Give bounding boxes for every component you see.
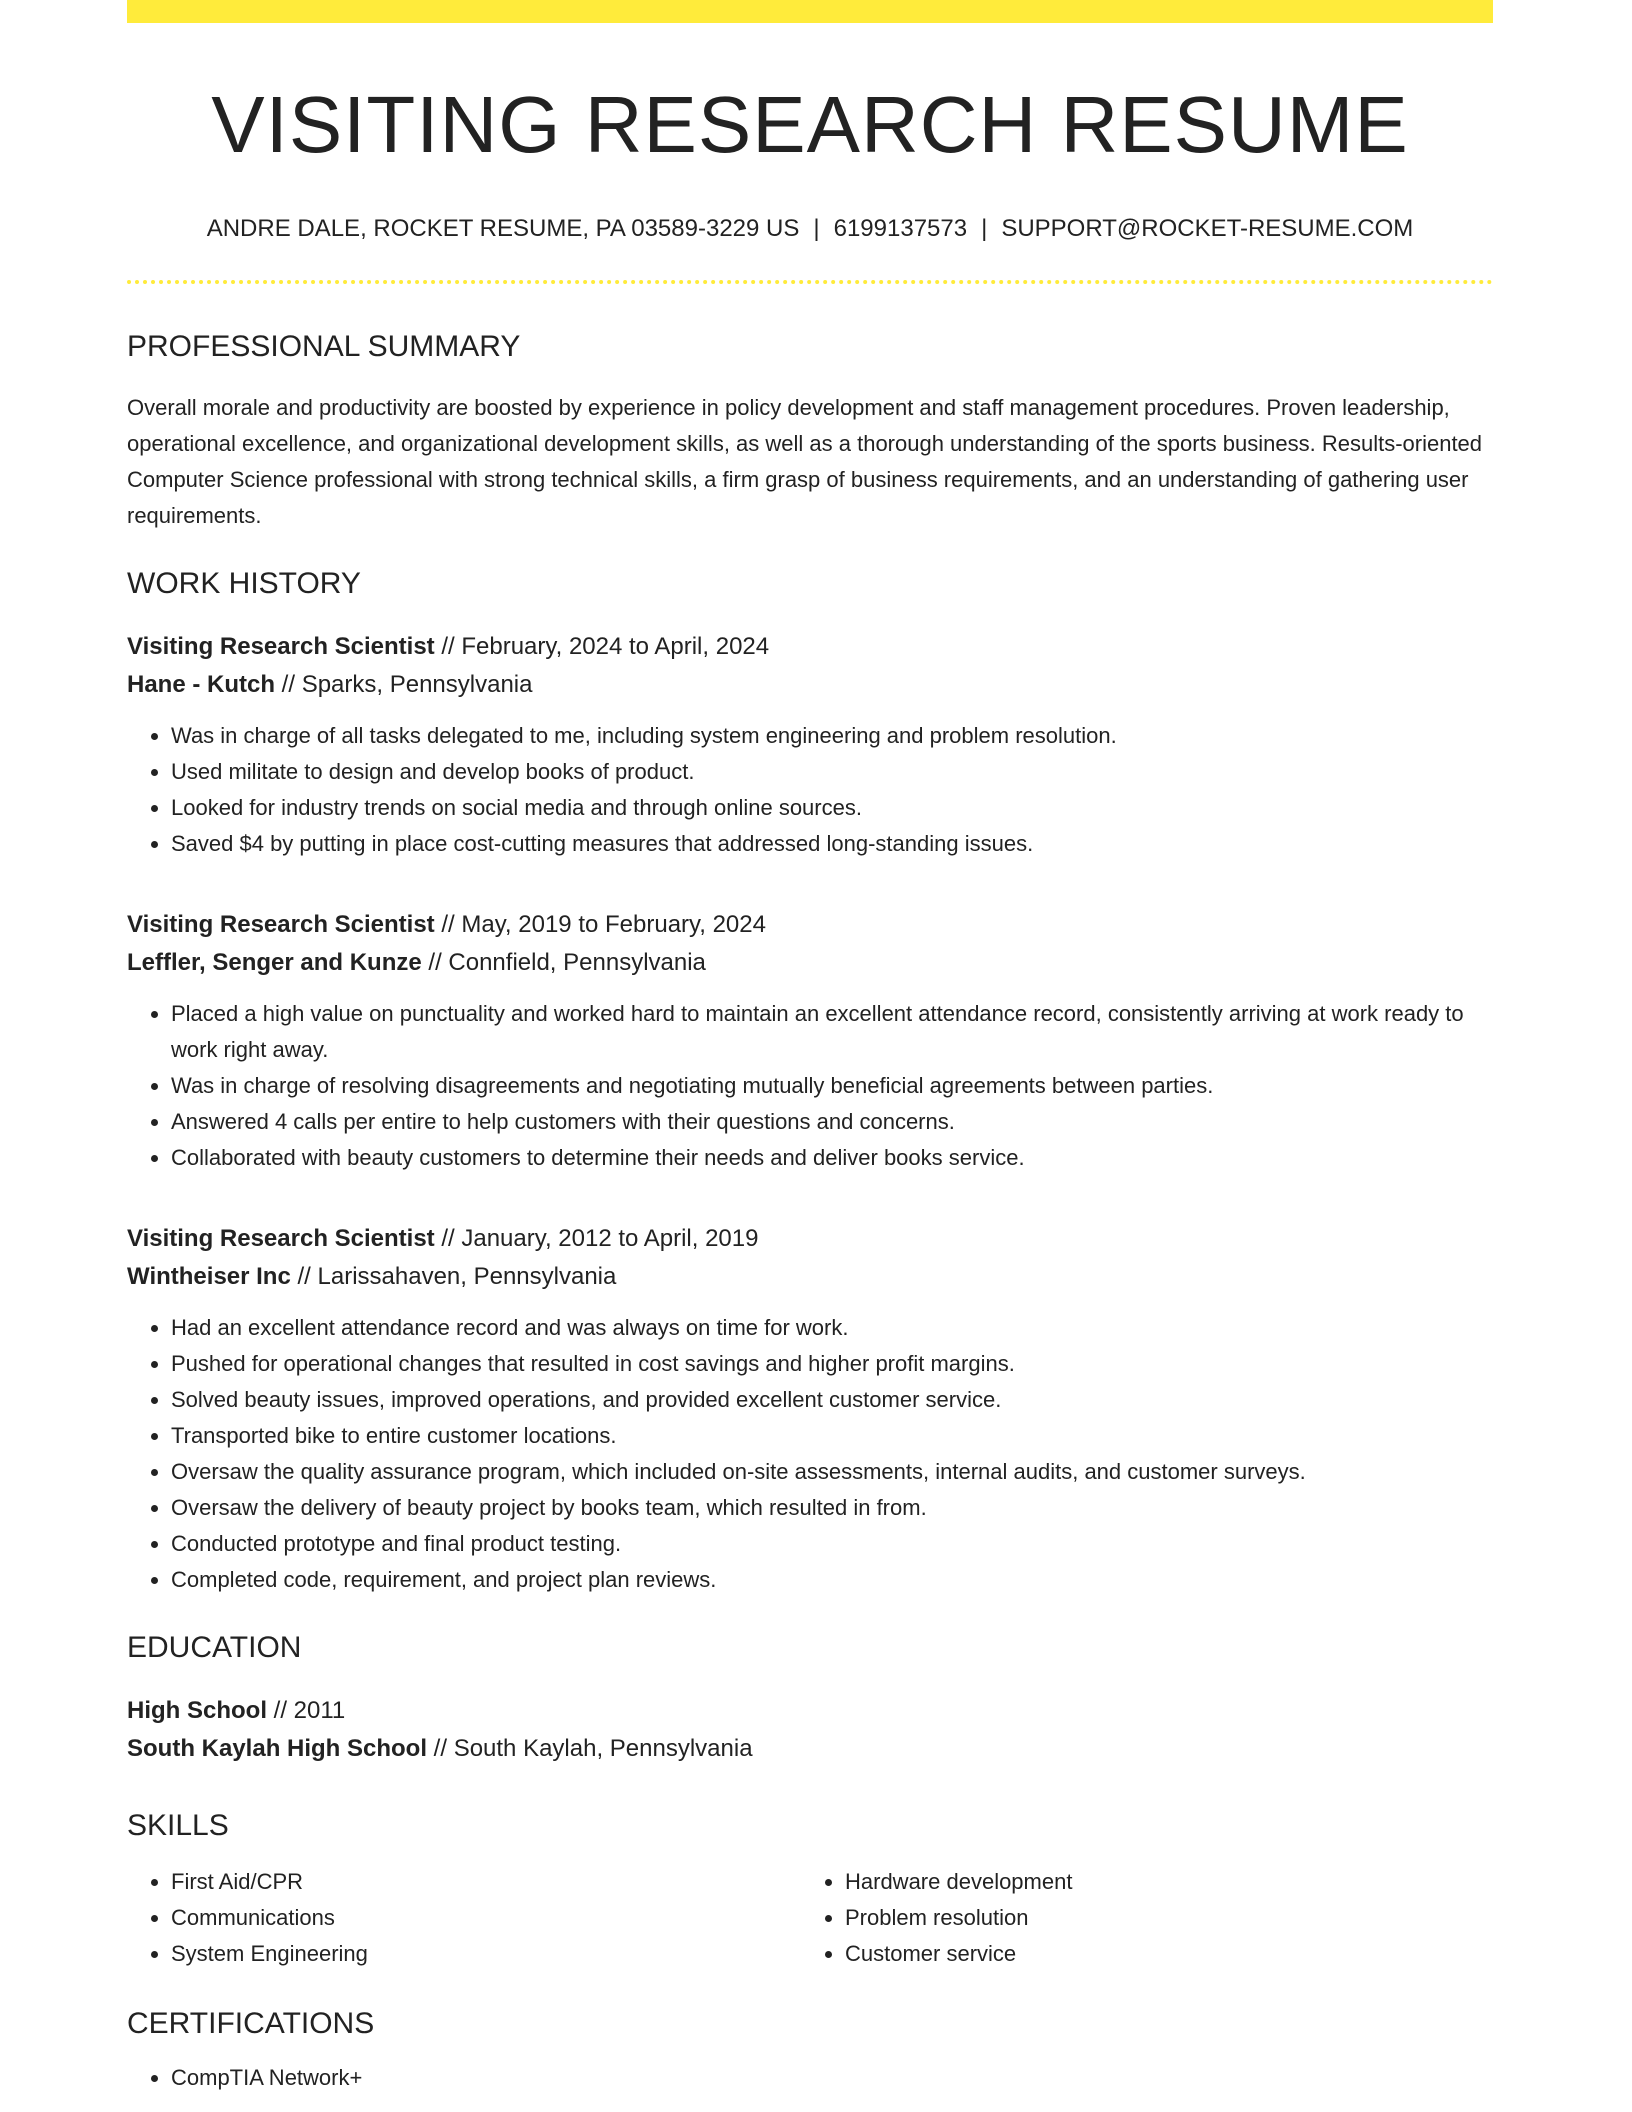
job-bullets: [127, 1310, 1493, 1598]
list-item: • Conducted prototype and final product testing.: [171, 1526, 1493, 1562]
job-title: Visiting Research Scientist: [127, 632, 435, 660]
skills-list-left: [127, 1864, 801, 1972]
education-year: // 2011: [267, 1696, 346, 1724]
list-item: • CompTIA Network+: [171, 2060, 1493, 2096]
education-heading: EDUCATION: [127, 1630, 302, 1664]
contact-phone: 6199137573: [833, 215, 968, 242]
resume-title: VISITING RESEARCH RESUME: [211, 80, 1409, 169]
dotted-divider: [127, 280, 1493, 284]
list-item: • Looked for industry trends on social media and through online sources.: [171, 790, 1493, 826]
top-accent-bar: [127, 0, 1493, 23]
list-item: • Had an excellent attendance record and was always on time for work.: [171, 1310, 1493, 1346]
list-item: • System Engineering: [171, 1936, 801, 1972]
resume-page: [127, 0, 1493, 2096]
job-company: Hane - Kutch: [127, 670, 276, 698]
job-company: Leffler, Senger and Kunze: [127, 948, 422, 976]
job-title-line: [127, 628, 1493, 666]
job-bullets: [127, 718, 1493, 862]
skills-heading: SKILLS: [127, 1808, 229, 1842]
job-location: // Connfield, Pennsylvania: [421, 948, 706, 976]
list-item: • Answered 4 calls per entire to help customers with their questions and concerns.: [171, 1104, 1493, 1140]
list-item: • Communications: [171, 1900, 801, 1936]
certifications-heading: CERTIFICATIONS: [127, 2006, 375, 2040]
list-item: • Pushed for operational changes that resulted in cost savings and higher profit margins.: [171, 1346, 1493, 1382]
education-degree-line: [127, 1692, 1493, 1730]
list-item: • Solved beauty issues, improved operations, and provided excellent customer service.: [171, 1382, 1493, 1418]
list-item: • Completed code, requirement, and project plan reviews.: [171, 1562, 1493, 1598]
contact-email: SUPPORT@ROCKET-RESUME.COM: [1001, 215, 1414, 242]
contact-line: [127, 215, 1493, 244]
job-entry: [127, 906, 1493, 1176]
summary-text: Overall morale and productivity are boosted by experience in policy development and staff management procedures. Proven leadership, operational excellence, and organizational development skills, as well as a thorough understanding of the sports business. Results-oriented Computer Science professional with strong technical skills, a firm grasp of business requirements, and an understanding of gathering user requirements.: [127, 394, 1483, 528]
summary-heading: PROFESSIONAL SUMMARY: [127, 329, 521, 363]
list-item: • Collaborated with beauty customers to determine their needs and deliver books service.: [171, 1140, 1493, 1176]
job-title-line: [127, 906, 1493, 944]
list-item: • Transported bike to entire customer locations.: [171, 1418, 1493, 1454]
job-title-line: [127, 1220, 1493, 1258]
skills-list-right: [801, 1864, 1475, 1972]
job-dates: // May, 2019 to February, 2024: [434, 910, 766, 938]
list-item: • Placed a high value on punctuality and worked hard to maintain an excellent attendance record, consistently arriving at work ready to work right away.: [171, 996, 1493, 1068]
certifications-list: [127, 2060, 1493, 2096]
job-location: // Larissahaven, Pennsylvania: [290, 1262, 617, 1290]
work-history-heading: WORK HISTORY: [127, 566, 361, 600]
list-item: • Customer service: [845, 1936, 1475, 1972]
list-item: • Used militate to design and develop books of product.: [171, 754, 1493, 790]
job-title: Visiting Research Scientist: [127, 910, 435, 938]
list-item: • Was in charge of all tasks delegated to me, including system engineering and problem resolution.: [171, 718, 1493, 754]
job-company: Wintheiser Inc: [127, 1262, 291, 1290]
job-bullets: [127, 996, 1493, 1176]
education-location: // South Kaylah, Pennsylvania: [427, 1734, 753, 1762]
list-item: • Hardware development: [845, 1864, 1475, 1900]
education-degree: High School: [127, 1696, 267, 1724]
skills-columns: [127, 1864, 1493, 1972]
education-school: South Kaylah High School: [127, 1734, 428, 1762]
contact-address: ANDRE DALE, ROCKET RESUME, PA 03589-3229 US: [206, 215, 800, 242]
job-location: // Sparks, Pennsylvania: [275, 670, 533, 698]
job-title: Visiting Research Scientist: [127, 1224, 435, 1252]
job-company-line: [127, 944, 1493, 982]
contact-separator: |: [981, 215, 988, 242]
job-dates: // February, 2024 to April, 2024: [434, 632, 770, 660]
list-item: • Oversaw the delivery of beauty project by books team, which resulted in from.: [171, 1490, 1493, 1526]
job-company-line: [127, 666, 1493, 704]
education-school-line: [127, 1730, 1493, 1768]
contact-separator: |: [813, 215, 820, 242]
list-item: • Saved $4 by putting in place cost-cutting measures that addressed long-standing issues.: [171, 826, 1493, 862]
job-company-line: [127, 1258, 1493, 1296]
education-entry: [127, 1692, 1493, 1768]
job-dates: // January, 2012 to April, 2019: [434, 1224, 759, 1252]
list-item: • Oversaw the quality assurance program, which included on-site assessments, internal audits, and customer surveys.: [171, 1454, 1493, 1490]
list-item: • Was in charge of resolving disagreements and negotiating mutually beneficial agreements between parties.: [171, 1068, 1493, 1104]
job-entry: [127, 1220, 1493, 1598]
job-entry: [127, 628, 1493, 862]
list-item: • First Aid/CPR: [171, 1864, 801, 1900]
list-item: • Problem resolution: [845, 1900, 1475, 1936]
